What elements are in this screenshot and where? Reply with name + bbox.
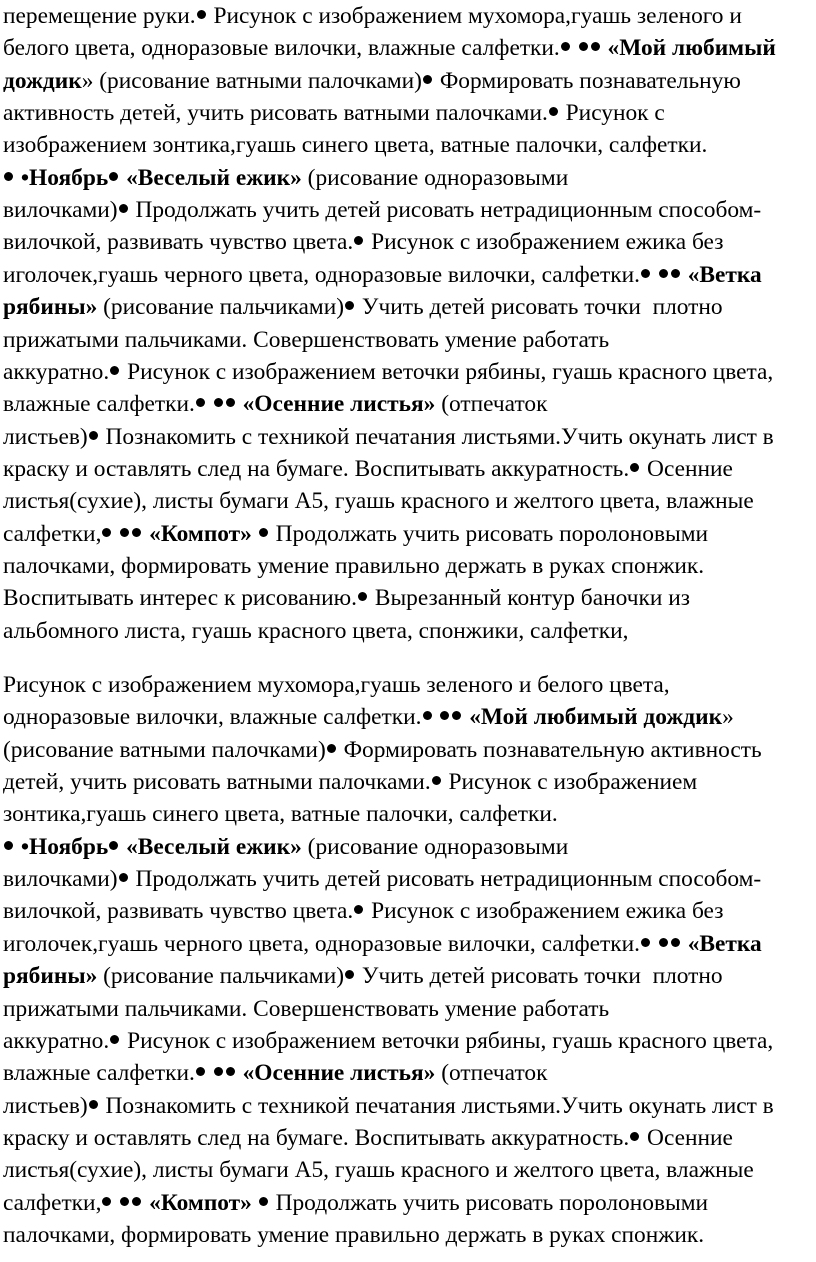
activity-title: •Ноябрь (20, 833, 109, 860)
bullet-icon (259, 528, 268, 537)
text-run: влажные салфетки. (3, 391, 195, 418)
text-run: иголочек,гуашь черного цвета, одноразовые вилочки, салфетки. (3, 930, 641, 957)
bullet-icon (132, 1197, 141, 1206)
activity-title: «Осенние листья» (242, 391, 436, 418)
text-line (3, 895, 723, 927)
activity-title: «Мой любимый дождик (469, 704, 723, 731)
text-run: Познакомить с техникой печатания листьями.Учить окунать лист в (99, 423, 774, 450)
bullet-icon (432, 776, 441, 785)
activity-title: рябины» (3, 963, 98, 990)
text-line (3, 518, 708, 550)
text-run: альбомного листа, гуашь красного цвета, спонжики, салфетки, (3, 617, 629, 644)
bullet-icon (659, 269, 668, 278)
bullet-icon (120, 528, 129, 537)
text-line (3, 582, 690, 614)
bullet-icon (630, 463, 639, 472)
text-run: Рисунок с изображением ежика без (365, 898, 724, 925)
bullet-icon (132, 528, 141, 537)
text-run: прижатыми пальчиками. Совершенствовать умение работать (3, 995, 610, 1022)
text-line (3, 993, 609, 1025)
text-run: Осенние (641, 455, 733, 482)
bullet-icon (354, 236, 363, 245)
bullet-icon (226, 398, 235, 407)
text-line (3, 798, 558, 830)
text-line (3, 453, 733, 485)
text-run: Учить детей рисовать точки плотно (356, 294, 723, 321)
bullet-icon (110, 366, 119, 375)
bullet-icon (327, 744, 336, 753)
bullet-icon (197, 10, 206, 19)
bullet-icon (345, 301, 354, 310)
bullet-icon (196, 398, 205, 407)
text-line (3, 701, 734, 733)
bullet-icon (591, 42, 600, 51)
text-run: белого цвета, одноразовые вилочки, влажные салфетки. (3, 35, 560, 62)
bullet-icon (641, 938, 650, 947)
text-line (3, 388, 547, 420)
text-run: краску и оставлять след на бумаге. Воспитывать аккуратность. (3, 455, 630, 482)
activity-title: •Ноябрь (20, 164, 109, 191)
text-run: (рисование одноразовыми (301, 833, 569, 860)
bullet-icon (226, 1067, 235, 1076)
text-run (113, 521, 119, 547)
activity-title: «Ветка (687, 261, 762, 288)
activity-title: «Компот» (149, 520, 252, 547)
bullet-icon (119, 873, 128, 882)
text-line (3, 766, 697, 798)
text-line (3, 1154, 754, 1186)
activity-title: дождик (3, 67, 82, 94)
text-run: Осенние (641, 1124, 733, 1151)
text-run: Продолжать учить рисовать поролоновыми (269, 520, 709, 547)
activity-title: «Компот» (149, 1189, 252, 1216)
bullet-icon (630, 1132, 639, 1141)
text-line (3, 1090, 774, 1122)
text-run: (рисование ватными палочками) (3, 736, 326, 763)
text-run (652, 931, 658, 957)
text-run: Рисунок с изображением (442, 769, 698, 796)
text-run: » (рисование ватными палочками) (81, 67, 422, 94)
text-run: листьев) (3, 1092, 88, 1119)
bullet-icon (579, 42, 588, 51)
text-run: Рисунок с изображением веточки рябины, гуашь красного цвета, (121, 358, 774, 385)
text-line (3, 928, 762, 960)
bullet-icon (423, 711, 432, 720)
text-line (3, 162, 568, 194)
text-line (3, 291, 723, 323)
text-line (3, 97, 665, 129)
activity-title: «Веселый ежик» (126, 164, 302, 191)
text-run (207, 391, 213, 417)
bullet-icon (109, 841, 118, 850)
bullet-icon (259, 1197, 268, 1206)
text-line (3, 356, 773, 388)
bullet-icon (196, 1067, 205, 1076)
text-run: листья(сухие), листы бумаги А5, гуашь красного и желтого цвета, влажные (3, 488, 754, 515)
text-line (3, 194, 761, 226)
text-run (113, 1190, 119, 1216)
bullet-icon (214, 1067, 223, 1076)
activity-title: «Веселый ежик» (126, 833, 302, 860)
text-line (3, 1025, 773, 1057)
text-line (3, 669, 670, 701)
text-run: » (722, 704, 734, 731)
text-line (3, 65, 741, 97)
text-line (3, 324, 609, 356)
text-run: Рисунок с (559, 100, 665, 127)
bullet-icon (354, 905, 363, 914)
text-run: палочками, формировать умение правильно держать в руках спонжик. (3, 552, 705, 579)
text-run: вилочкой, развивать чувство цвета. (3, 898, 354, 925)
text-run (252, 1190, 258, 1216)
text-run: Формировать познавательную активность (337, 736, 762, 763)
bullet-icon (659, 938, 668, 947)
bullet-icon (671, 269, 680, 278)
text-line (3, 863, 761, 895)
text-run: аккуратно. (3, 358, 110, 385)
text-line (3, 615, 628, 647)
text-run: Рисунок с изображением веточки рябины, гуашь красного цвета, (121, 1027, 774, 1054)
bullet-icon (440, 711, 449, 720)
text-run: вилочками) (3, 866, 118, 893)
bullet-icon (102, 1197, 111, 1206)
text-run: Вырезанный контур баночки из (369, 585, 690, 612)
bullet-icon (671, 938, 680, 947)
text-line (3, 32, 776, 64)
text-run: Рисунок с изображением мухомора,гуашь зеленого и белого цвета, (3, 672, 670, 698)
text-run: листья(сухие), листы бумаги А5, гуашь красного и желтого цвета, влажные (3, 1157, 754, 1184)
bullet-icon (4, 841, 13, 850)
text-run: активность детей, учить рисовать ватными палочками. (3, 100, 548, 127)
bullet-icon (214, 398, 223, 407)
text-run: прижатыми пальчиками. Совершенствовать умение работать (3, 326, 610, 353)
text-run: иголочек,гуашь черного цвета, одноразовые вилочки, салфетки. (3, 261, 641, 288)
text-run: одноразовые вилочки, влажные салфетки. (3, 704, 422, 731)
bullet-icon (119, 204, 128, 213)
text-run: Воспитывать интерес к рисованию. (3, 585, 357, 612)
text-run: (отпечаток (435, 391, 548, 418)
bullet-icon (452, 711, 461, 720)
bullet-icon (89, 431, 98, 440)
text-run: листьев) (3, 423, 88, 450)
text-line (3, 129, 707, 161)
bullet-icon (423, 75, 432, 84)
text-run: салфетки, (3, 1189, 102, 1216)
text-line (3, 421, 774, 453)
text-line (3, 226, 723, 258)
text-run (434, 704, 440, 730)
text-line (3, 485, 754, 517)
activity-title: «Осенние листья» (242, 1060, 436, 1087)
text-run: (отпечаток (435, 1060, 548, 1087)
text-run (252, 521, 258, 547)
text-run: Продолжать учить детей рисовать нетрадиционным способом- (129, 866, 762, 893)
text-run: вилочкой, развивать чувство цвета. (3, 229, 354, 256)
bullet-icon (641, 269, 650, 278)
text-run: палочками, формировать умение правильно держать в руках спонжик. (3, 1221, 705, 1248)
text-line (3, 960, 723, 992)
bullet-icon (109, 172, 118, 181)
bullet-icon (549, 107, 558, 116)
text-run: (рисование пальчиками) (97, 963, 345, 990)
text-run: (рисование пальчиками) (97, 294, 345, 321)
text-run: аккуратно. (3, 1027, 110, 1054)
text-run: изображением зонтика,гуашь синего цвета, ватные палочки, салфетки. (3, 132, 708, 159)
text-run (572, 35, 578, 61)
text-run: влажные салфетки. (3, 1060, 195, 1087)
text-run: детей, учить рисовать ватными палочками. (3, 769, 431, 796)
bullet-icon (102, 528, 111, 537)
text-run: Рисунок с изображением мухомора,гуашь зеленого и (207, 3, 742, 29)
text-line (3, 550, 704, 582)
bullet-icon (358, 592, 367, 601)
bullet-icon (561, 42, 570, 51)
text-line (3, 259, 762, 291)
bullet-icon (110, 1035, 119, 1044)
text-line (3, 734, 762, 766)
text-line (3, 1122, 733, 1154)
text-line (3, 0, 742, 32)
activity-title: «Ветка (687, 930, 762, 957)
text-line (3, 831, 568, 863)
text-run: Познакомить с техникой печатания листьями.Учить окунать лист в (99, 1092, 774, 1119)
text-run (652, 262, 658, 288)
text-run: Продолжать учить рисовать поролоновыми (269, 1189, 709, 1216)
text-run: Формировать познавательную (433, 67, 741, 94)
text-run: зонтика,гуашь синего цвета, ватные палочки, салфетки. (3, 801, 558, 828)
text-line (3, 1187, 708, 1219)
text-run: салфетки, (3, 520, 102, 547)
activity-title: рябины» (3, 294, 98, 321)
text-line (3, 1057, 547, 1089)
activity-title: «Мой любимый (607, 35, 776, 62)
bullet-icon (345, 970, 354, 979)
bullet-icon (120, 1197, 129, 1206)
text-run: перемещение руки. (3, 3, 196, 29)
text-run: краску и оставлять след на бумаге. Воспитывать аккуратность. (3, 1124, 630, 1151)
text-run: (рисование одноразовыми (301, 164, 569, 191)
text-run: Рисунок с изображением ежика без (365, 229, 724, 256)
text-run: Учить детей рисовать точки плотно (356, 963, 723, 990)
text-run: Продолжать учить детей рисовать нетрадиционным способом- (129, 197, 762, 224)
bullet-icon (4, 172, 13, 181)
bullet-icon (89, 1100, 98, 1109)
text-run: вилочками) (3, 197, 118, 224)
text-line (3, 1219, 704, 1251)
text-run (207, 1060, 213, 1086)
